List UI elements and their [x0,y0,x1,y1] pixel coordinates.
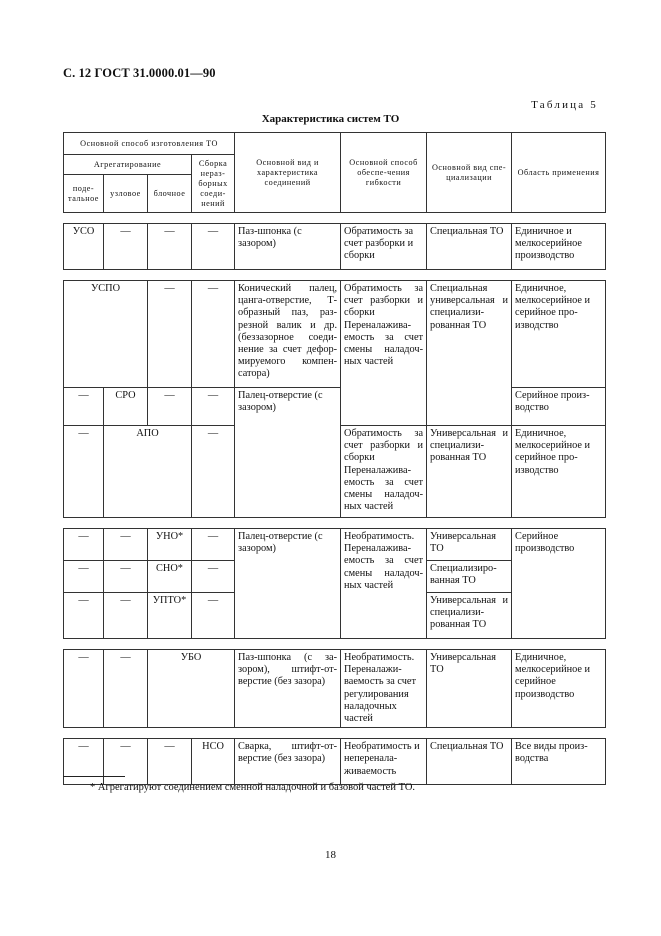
cell-flexibility: Обратимость за счет разборки и сборки Переналажива-емость за счет смены наладоч-ных частей [341,281,427,426]
header-connection: Основной вид и характеристика соединений [235,133,341,213]
cell-specialization: Специальная ТО [427,739,512,785]
spacer-row [64,639,606,650]
spacer-row [64,213,606,224]
cell-dash: — [104,224,148,270]
cell-dash: — [64,593,104,639]
cell-specialization: Универсальная и специализи-рованная ТО [427,593,512,639]
cell-dash: — [64,529,104,561]
spacer-row [64,518,606,529]
footnote-rule [63,776,125,777]
cell-application: Единичное, мелкосерийное и серийное про-изводство [512,281,606,388]
cell-flexibility: Необратимость и неперенала-живаемость [341,739,427,785]
page-header: С. 12 ГОСТ 31.0000.01—90 [63,66,216,80]
page-number: 18 [325,849,336,861]
header-specialization: Основной вид спе-циализации [427,133,512,213]
cell-dash: — [64,426,104,518]
header-aggregation: Агрегатирование [64,155,192,175]
cell-name: УНО* [148,529,192,561]
cell-flexibility: Обратимость за счет разборки и сборки [341,224,427,270]
cell-dash: — [192,593,235,639]
cell-connection: Конический палец, цанга-отверстие, Т-образный паз, раз-резной валик и др. (беззазорное соеди-нение за счет дефор-мируемого компен-сатора) [235,281,341,388]
header-flexibility: Основной способ обеспе-чения гибкости [341,133,427,213]
table-label: Таблица 5 [531,99,598,111]
header-sub-part: поде-тальное [64,175,104,213]
cell-dash: — [64,650,104,728]
cell-dash: — [192,529,235,561]
cell-specialization: Специализиро-ванная ТО [427,561,512,593]
cell-application: Единичное, мелкосерийное и серийное про-изводство [512,426,606,518]
cell-dash: — [104,593,148,639]
characteristics-table [63,132,606,785]
cell-specialization: Универсальная ТО [427,650,512,728]
cell-dash: — [104,561,148,593]
cell-application: Единичное и мелкосерийное производство [512,224,606,270]
cell-name: УПТО* [148,593,192,639]
header-sub-block: блочное [148,175,192,213]
cell-flexibility: Обратимость за счет разборки и сборки Переналажива-емость за счет смены наладоч-ных частей [341,426,427,518]
cell-specialization: Специальная универсальная и специализи-рованная ТО [427,281,512,426]
cell-name: УБО [148,650,235,728]
cell-dash: — [104,529,148,561]
cell-dash: — [148,281,192,388]
cell-application: Серийное производство [512,529,606,639]
cell-connection: Паз-шпонка (с за-зором), штифт-от-верстие (без зазора) [235,650,341,728]
cell-dash: — [64,561,104,593]
cell-name: УСПО [64,281,148,388]
header-sub-unit: узловое [104,175,148,213]
header-assembly: Сборка нераз-борных соеди-нений [192,155,235,213]
header-method-group: Основной способ изготовления ТО [64,133,235,155]
cell-application: Серийное произ-водство [512,388,606,426]
cell-connection: Сварка, штифт-от-верстие (без зазора) [235,739,341,785]
cell-name: АПО [104,426,192,518]
cell-dash: — [192,561,235,593]
cell-specialization: Универсальная ТО [427,529,512,561]
cell-dash: — [104,650,148,728]
cell-dash: — [148,739,192,785]
cell-name: УСО [64,224,104,270]
cell-application: Все виды произ-водства [512,739,606,785]
cell-dash: — [148,388,192,426]
cell-name: СРО [104,388,148,426]
cell-flexibility: Необратимость. Переналажива-емость за счет смены наладоч-ных частей [341,529,427,639]
cell-connection: Палец-отверстие (с зазором) [235,529,341,639]
spacer-row [64,270,606,281]
cell-flexibility: Необратимость. Переналажи-ваемость за счет регулирования наладочных частей [341,650,427,728]
cell-specialization: Универсальная и специализи-рованная ТО [427,426,512,518]
header-application: Область применения [512,133,606,213]
cell-dash: — [64,388,104,426]
spacer-row [64,728,606,739]
cell-dash: — [192,224,235,270]
footnote: * Агрегатируют соединением сменной наладочной и базовой частей ТО. [90,782,416,793]
cell-name: НСО [192,739,235,785]
cell-dash: — [192,281,235,388]
cell-name: СНО* [148,561,192,593]
cell-dash: — [64,739,104,785]
cell-connection: Палец-отверстие (с зазором) [235,388,341,518]
cell-dash: — [148,224,192,270]
cell-application: Единичное, мелкосерийное и серийное производство [512,650,606,728]
cell-dash: — [104,739,148,785]
cell-specialization: Специальная ТО [427,224,512,270]
cell-connection: Паз-шпонка (с зазором) [235,224,341,270]
table-title: Характеристика систем ТО [261,113,400,125]
cell-dash: — [192,426,235,518]
cell-dash: — [192,388,235,426]
